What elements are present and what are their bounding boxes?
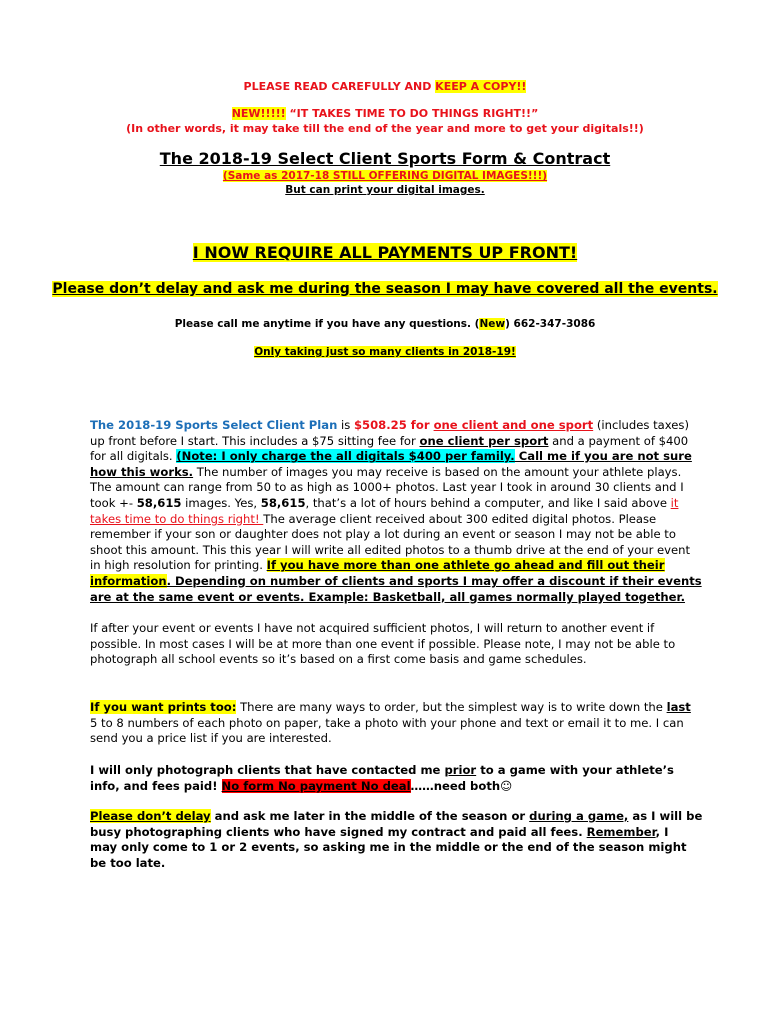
subtitle-same-text: (Same as 2017-18 STILL OFFERING DIGITAL IMAGES!!!): [222, 170, 548, 182]
insufficient-text: If after your event or events I have not acquired sufficient photos, I will return to another event if: [90, 621, 655, 635]
plan-text: (includes taxes): [593, 418, 689, 432]
takes-time-text: “IT TAKES TIME TO DO THINGS RIGHT!!”: [285, 107, 539, 120]
dont-delay-text: may only come to 1 or 2 events, so asking me in the middle or the end of the season might: [90, 840, 687, 855]
takes-time-link-text: takes time to do things right!: [90, 511, 264, 526]
plan-one-client: one client and one sport: [433, 418, 594, 432]
call-line: [0, 318, 770, 330]
multi-athlete-note: If you have more than one athlete go ahead and fill out their: [266, 558, 665, 573]
call-text: Please call me anytime if you have any questions. (: [174, 318, 480, 330]
plan-text: , that’s a lot of hours behind a computer, and like I said above: [305, 495, 671, 510]
plan-note: (Note: I only charge the all digitals $400 per family.: [176, 449, 515, 464]
discount-note: are at the same event or events. Example: Basketball, all games normally played together.: [90, 589, 685, 604]
plan-text: for all digitals.: [90, 449, 177, 464]
page-title: The 2018-19 Select Client Sports Form & Contract: [159, 149, 611, 168]
insufficient-text: possible. In most cases I will be at more than one event if possible. Please note, I may not be able to: [90, 636, 676, 651]
plan-text: is: [337, 418, 354, 432]
plan-text: remember if your son or daughter does not play a lot during an event or season I may not be able to: [90, 527, 676, 542]
plan-text: The amount can range from 50 to as high as 1000+ photos. Last year I took in around 30 clients and I: [90, 480, 684, 495]
prints-last: last: [666, 700, 691, 714]
subtitle-print: [0, 184, 770, 196]
keep-copy-text: KEEP A COPY!!: [435, 80, 527, 93]
dont-delay-heading: Please don’t delay: [90, 809, 211, 823]
payments-heading: [0, 243, 770, 262]
prints-text: There are many ways to order, but the simplest way is to write down the: [236, 700, 667, 714]
takes-time-link-text: it: [670, 495, 679, 510]
plan-text: The number of images you may receive is based on the amount your athlete plays.: [193, 464, 682, 479]
dont-delay-text: be too late.: [90, 855, 166, 870]
prints-text: send you a price list if you are interested.: [90, 731, 332, 746]
dont-delay-paragraph: [90, 809, 703, 871]
plan-text: The average client received about 300 edited digital photos. Please: [263, 511, 657, 526]
image-count: 58,615: [136, 495, 182, 510]
subtitle-print-text: But can print your digital images.: [285, 184, 485, 196]
plan-text: images. Yes,: [181, 495, 261, 510]
new-badge: NEW!!!!!: [231, 107, 286, 120]
image-count: 58,615: [260, 495, 306, 510]
delay-heading: [0, 281, 770, 297]
during-game-text: during a game,: [529, 809, 629, 823]
remember-text: Remember: [586, 824, 656, 839]
plan-price: $508.25 for: [353, 418, 434, 432]
new-line: [0, 107, 770, 120]
payments-heading-text: I NOW REQUIRE ALL PAYMENTS UP FRONT!: [192, 243, 578, 262]
contacted-paragraph: [90, 763, 690, 794]
contacted-text: to a game with your athlete’s: [476, 763, 674, 777]
insufficient-text: photograph all school events so it’s based on a first come basis and game schedules.: [90, 652, 587, 667]
delay-heading-text: Please don’t delay and ask me during the season I may have covered all the events.: [52, 281, 718, 297]
plan-call-me: how this works.: [90, 464, 194, 479]
read-carefully-line: [0, 80, 770, 93]
multi-athlete-note: information: [90, 573, 167, 588]
in-other-words-line: (In other words, it may take till the end of the year and more to get your digitals!!): [126, 122, 644, 135]
plan-paragraph: [90, 418, 702, 605]
insufficient-photos-paragraph: [90, 621, 690, 668]
plan-text: up front before I start. This includes a $75 sitting fee for: [90, 433, 420, 448]
prints-heading: If you want prints too:: [90, 700, 237, 714]
need-both-text: ……need both☺: [410, 778, 513, 793]
plan-call-me: Call me if you are not sure: [514, 449, 692, 464]
dont-delay-text: , I: [655, 824, 669, 839]
contacted-text: info, and fees paid!: [90, 778, 222, 793]
plan-per-sport: one client per sport: [419, 433, 549, 448]
subtitle-same: [0, 170, 770, 182]
phone-number: ) 662-347-3086: [505, 318, 596, 330]
prints-text: 5 to 8 numbers of each photo on paper, take a photo with your phone and text or email it to me. I can: [90, 715, 684, 730]
no-deal-badge: No form No payment No deal: [221, 778, 411, 793]
plan-text: and a payment of $400: [548, 433, 689, 448]
contacted-text: I will only photograph clients that have contacted me: [90, 763, 445, 777]
plan-text: took +-: [90, 495, 137, 510]
read-carefully-text: PLEASE READ CAREFULLY AND: [243, 80, 436, 93]
dont-delay-text: busy photographing clients who have signed my contract and paid all fees.: [90, 824, 587, 839]
plan-text: in high resolution for printing.: [90, 558, 267, 573]
only-taking-line: [0, 346, 770, 358]
only-taking-text: Only taking just so many clients in 2018-19!: [254, 346, 516, 358]
call-new-badge: New: [479, 318, 506, 330]
plan-name: The 2018-19 Sports Select Client Plan: [90, 418, 338, 432]
dont-delay-text: as I will be: [628, 809, 703, 823]
prints-paragraph: [90, 700, 690, 747]
dont-delay-text: and ask me later in the middle of the season or: [210, 809, 530, 823]
contacted-prior: prior: [444, 763, 477, 777]
discount-note: . Depending on number of clients and sports I may offer a discount if their events: [166, 573, 702, 588]
plan-text: shoot this amount. This this year I will write all edited photos to a thumb drive at the end of your event: [90, 542, 691, 557]
